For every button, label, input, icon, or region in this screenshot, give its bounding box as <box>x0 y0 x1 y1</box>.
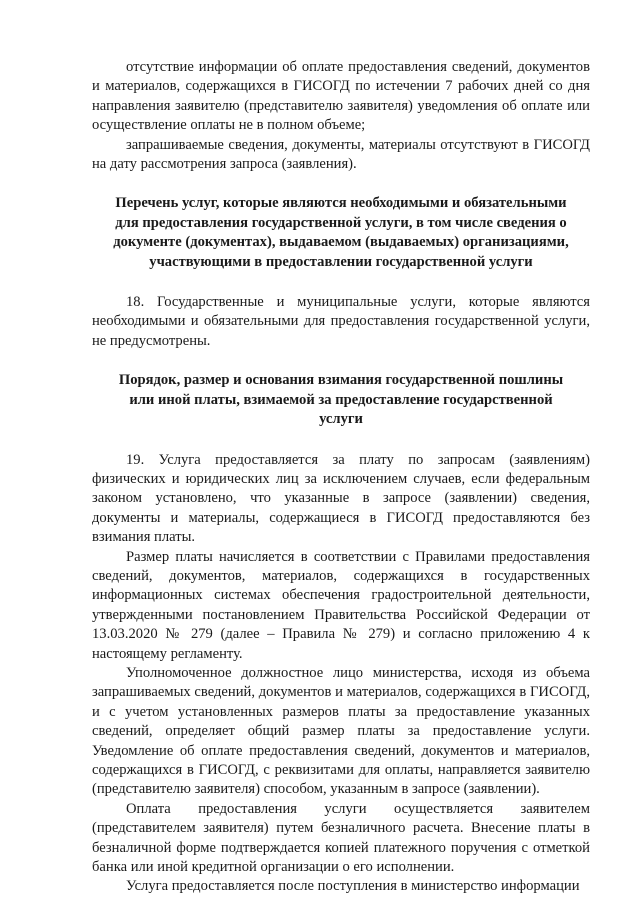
paragraph-no-payment-info: отсутствие информации об оплате предоставления сведений, документов и материалов, содержащихся в ГИСОГД по истечении 7 рабочих дней со дня направления заявителю (представителю заявителя) уведомления об оплате или осуществление оплаты не в полном объеме; <box>92 59 590 134</box>
paragraph-19: 19. Услуга предоставляется за плату по запросам (заявлениям) физических и юридических лиц за исключением случаев, если федеральным законом установлено, что указанные в запросе (заявлении) сведения, документы и материалы, содержащиеся в ГИСОГД предоставляются без взимания платы. <box>92 451 590 546</box>
heading-required-services: Перечень услуг, которые являются необходимыми и обязательными для предоставления государственной услуги, в том числе сведения о документе (документах), выдаваемом (выдаваемых) организациями, участвующими в предоставлении государственной услуги <box>113 195 569 270</box>
paragraph-missing-info: запрашиваемые сведения, документы, материалы отсутствуют в ГИСОГД на дату рассмотрения запроса (заявления). <box>92 136 590 173</box>
heading-fee-procedure: Порядок, размер и основания взимания государственной пошлины или иной платы, взимаемой за предоставление государственной услуги <box>118 372 564 428</box>
paragraph-payment-method: Оплата предоставления услуги осуществляется заявителем (представителем заявителя) путем безналичного расчета. Внесение платы в безналичной форме подтверждается копией платежного поручения с отметкой банка или иной кредитной организации о его исполнении. <box>92 800 590 876</box>
paragraph-service-after-payment: Услуга предоставляется после поступления в министерство информации <box>126 878 580 895</box>
paragraph-18: 18. Государственные и муниципальные услуги, которые являются необходимыми и обязательными для предоставления государственной услуги, не предусмотрены. <box>92 294 590 349</box>
document-page <box>92 58 590 897</box>
paragraph-fee-calculation: Уполномоченное должностное лицо министерства, исходя из объема запрашиваемых сведений, документов и материалов, содержащихся в ГИСОГД, и с учетом установленных размеров платы за предоставление указанных сведений, определяет общий размер платы за предоставление услуги. Уведомление об оплате предоставления сведений, документов и материалов, содержащихся в ГИСОГД, с реквизитами для оплаты, направляется заявителю (представителю заявителя) способом, указанным в запросе (заявлении). <box>92 664 590 798</box>
paragraph-fee-amount: Размер платы начисляется в соответствии с Правилами предоставления сведений, документов, материалов, содержащихся в государственных информационных системах обеспечения градостроительной деятельности, утвержденными постановлением Правительства Российской Федерации от 13.03.2020 № 279 (далее – Правила № 279) и согласно приложению 4 к настоящему регламенту. <box>92 548 590 662</box>
